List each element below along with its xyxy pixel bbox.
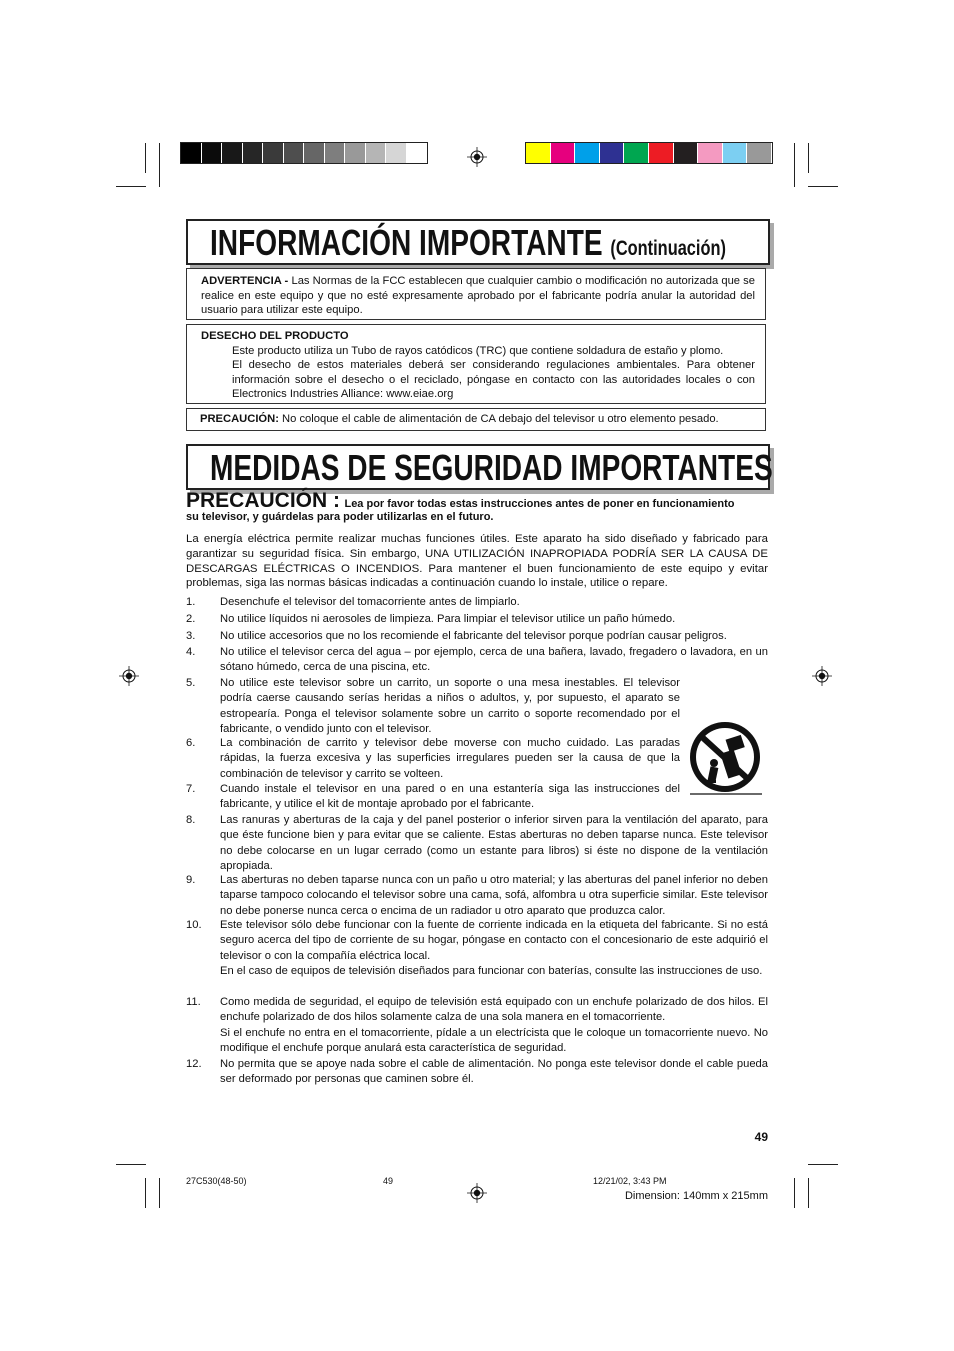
list-item: 2. No utilice líquidos ni aerosoles de limpieza. Para limpiar el televisor utilice un paño húmedo. (186, 613, 676, 625)
section-banner-safety (186, 444, 773, 490)
caution-box (186, 408, 766, 431)
color-swatch (674, 143, 698, 163)
color-swatch (304, 143, 324, 163)
list-item: 10. Este televisor sólo debe funcionar con la fuente de corriente indicada en la etiqueta del fabricante. Si no está seguro acerca del tipo de corriente de su hogar, póngase en contacto con el concesionario de este adquirió el televisor o con la compañía eléctrica local. En el caso de equipos de televisión diseñados para funcionar con baterías, consulte las instrucciones de uso. (186, 919, 768, 977)
color-swatch (649, 143, 673, 163)
intro-paragraph: La energía eléctrica permite realizar muchas funciones útiles. Este aparato ha sido diseñado y fabricado para garantizar su seguridad física. Sin embargo, UNA UTILIZACIÓN INAPROPIADA PODRÍA SER LA CAUSA DE DESCARGAS ELÉCTRICAS O INCENDIOS. Para mantener el buen funcionamiento de este equipo y evitar problemas, siga las normas básicas indicadas a continuación cuando lo instale, utilice o repare. (186, 533, 768, 590)
precaution-heading: PRECAUCIÓN : (186, 489, 341, 512)
list-item: 6. La combinación de carrito y televisor debe moverse con mucho cuidado. Las paradas rápidas, la fuerza excesiva y las superficies irregulares pueden ser la causa de que la combinación de televisor y carrito se volteen. (186, 737, 680, 780)
precaution-lead1: Lea por favor todas estas instrucciones antes de poner en funcionamiento (344, 498, 735, 510)
disposal-label: DESECHO DEL PRODUCTO (201, 330, 349, 342)
color-swatch (284, 143, 304, 163)
precaution-heading-block (186, 489, 770, 523)
color-swatch (624, 143, 648, 163)
footer-file-id: 27C530(48-50) (186, 1176, 247, 1186)
list-item: 3. No utilice accesorios que no los recomiende el fabricante del televisor porque podrían causar peligros. (186, 630, 727, 642)
title-main: INFORMACIÓN IMPORTANTE (210, 222, 603, 263)
color-swatch (698, 143, 722, 163)
crop-mark (159, 1178, 160, 1208)
crop-mark (145, 143, 146, 173)
list-item: 1. Desenchufe el televisor del tomacorriente antes de limpiarlo. (186, 596, 520, 608)
crop-mark (116, 1164, 146, 1165)
color-swatch (222, 143, 242, 163)
crop-mark (145, 1178, 146, 1208)
color-swatch (723, 143, 747, 163)
list-item: 7. Cuando instale el televisor en una pared o en una estantería siga las instrucciones del fabricante, y utilice el kit de montaje aprobado por el fabricante. (186, 783, 680, 811)
title-sub: (Continuación) (610, 237, 726, 260)
registration-mark-icon (812, 666, 832, 686)
color-swatch (181, 143, 201, 163)
precaution-lead2: su televisor, y guárdelas para poder utilizarlas en el futuro. (186, 511, 494, 523)
crop-mark (808, 1178, 809, 1208)
list-item: 9. Las aberturas no deben taparse nunca con un paño u otro material; y las aberturas del panel inferior no deben taparse tampoco colocando el televisor sobre una cama, sofá, alfombra u otra superficie similar. Este televisor no debe ponerse nunca cerca o encima de un radiador u otro aparato que produzca calor. (186, 874, 768, 917)
crop-mark (159, 143, 160, 187)
color-swatch (526, 143, 550, 163)
section-banner-important-info (186, 219, 770, 265)
section-title: MEDIDAS DE SEGURIDAD IMPORTANTES (210, 447, 773, 488)
list-item: 8. Las ranuras y aberturas de la caja y del panel posterior o inferior sirven para la ventilación del aparato, para que éste funcione bien y para evitar que se caliente. Estas aberturas no deben taparse nunca. Este televisor no debe colocarse en un lugar cerrado (como un estante para libros) si éste no dispone de la ventilación apropiada. (186, 814, 768, 872)
color-swatch (551, 143, 575, 163)
color-swatch (263, 143, 283, 163)
warning-box (186, 268, 766, 320)
list-item: 11. Como medida de seguridad, el equipo de televisión está equipado con un enchufe polarizado de dos hilos. El enchufe polarizado de dos hilos solamente calza de una sola manera en el tomacorriente. Si el enchufe no entra en el tomacorriente, pídale a un electrícista que le coloque un tomacorriente nuevo. No modifique el enchufe porque anulará esta característica de seguridad. (186, 996, 768, 1054)
disposal-line2: El desecho de estos materiales deberá ser considerando regulaciones ambientales. Para obtener información sobre el desecho o el reciclado, póngase en contacto con las autoridades locales o con Electronics Industries Alliance: www.eiae.org (232, 359, 755, 401)
caution-text: No coloque el cable de alimentación de CA debajo del televisor u otro elemento pesado. (282, 413, 719, 425)
footer-page: 49 (383, 1176, 394, 1186)
color-swatch (325, 143, 345, 163)
crop-mark (808, 1164, 838, 1165)
color-swatch (600, 143, 624, 163)
footer-dimension: Dimension: 140mm x 215mm (624, 1190, 768, 1202)
crop-mark (808, 186, 838, 187)
grayscale-color-bar (181, 143, 427, 163)
list-item: 4. No utilice el televisor cerca del agua – por ejemplo, cerca de una bañera, lavado, fregadero o lavadora, en un sótano húmedo, cerca de una piscina, etc. (186, 646, 768, 674)
footer-date: 12/21/02, 3:43 PM (593, 1176, 667, 1186)
warning-text: Las Normas de la FCC establecen que cualquier cambio o modificación no autorizada que se realice en este equipo y que no esté expresamente aprobado por el fabricante podría anular la autoridad del usuario para utilizar este equipo. (201, 275, 755, 317)
registration-mark-icon (467, 147, 487, 167)
registration-mark-icon (119, 666, 139, 686)
color-swatch (366, 143, 386, 163)
color-swatch (386, 143, 406, 163)
color-swatch (243, 143, 263, 163)
color-swatch (407, 143, 427, 163)
color-swatch (747, 143, 771, 163)
list-item: 5. No utilice este televisor sobre un carrito, un soporte o una mesa inestables. El televisor podría caerse causando serías heridas a niños o adultos, y, por supuesto, el aparato se estropearía. Ponga el televisor solamente sobre un carrito o soporte recomendado por el fabricante, o vendido junto con el televisor. (186, 677, 680, 735)
crop-mark (808, 143, 809, 173)
caution-label: PRECAUCIÓN: (200, 413, 279, 425)
crop-mark (794, 143, 795, 187)
list-item: 12. No permita que se apoye nada sobre el cable de alimentación. No ponga este televisor donde el cable pueda ser deformado por personas que caminen sobre él. (186, 1058, 768, 1086)
color-calibration-bar (526, 143, 772, 163)
color-swatch (202, 143, 222, 163)
registration-mark-icon (467, 1183, 487, 1203)
disposal-box (186, 324, 766, 404)
page-title (210, 223, 726, 269)
disposal-line1: Este producto utiliza un Tubo de rayos catódicos (TRC) que contiene soldadura de estaño y plomo. (232, 344, 724, 357)
crop-mark (116, 186, 146, 187)
color-swatch (345, 143, 365, 163)
cart-tip-over-warning-icon (684, 719, 766, 797)
color-swatch (575, 143, 599, 163)
warning-label: ADVERTENCIA - (201, 275, 289, 287)
page-number: 49 (754, 1130, 768, 1144)
crop-mark (794, 1178, 795, 1208)
